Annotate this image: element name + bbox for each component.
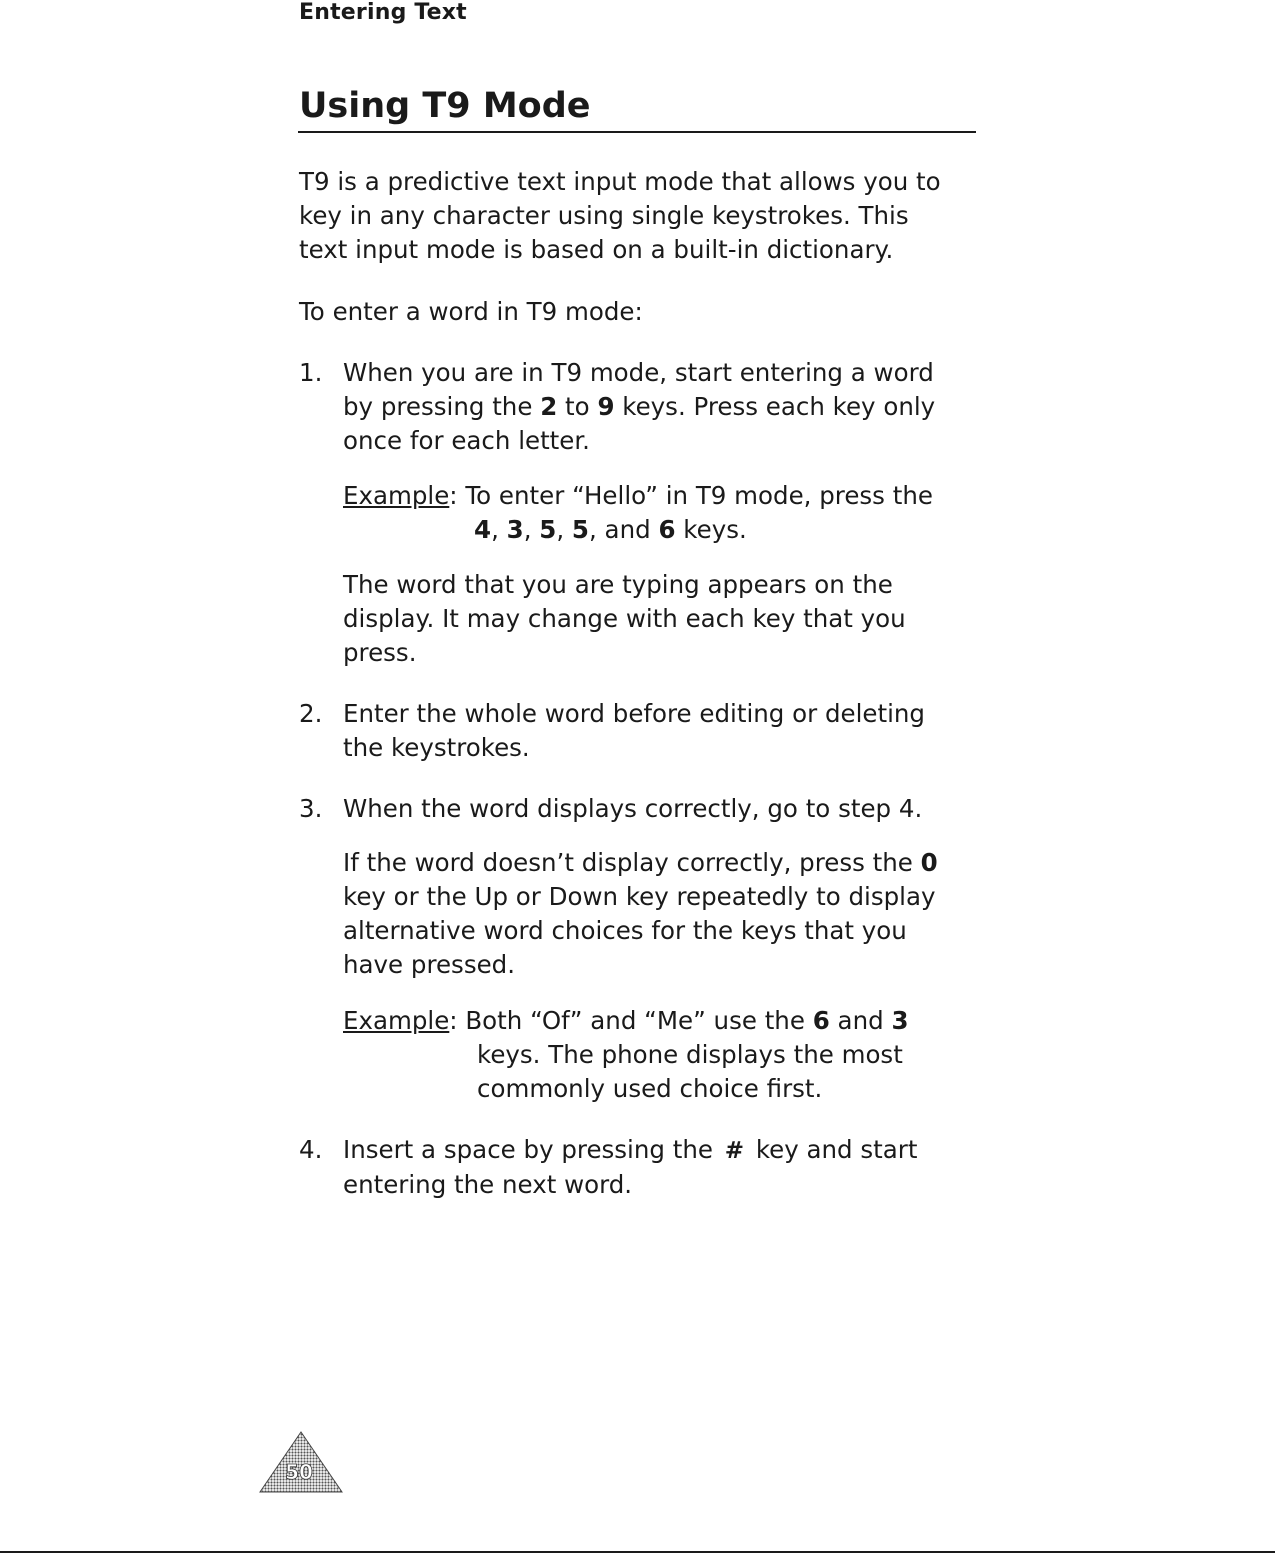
intro-line: T9 is a predictive text input mode that allows you to bbox=[299, 167, 941, 196]
text-span: , bbox=[556, 515, 572, 544]
step-line: entering the next word. bbox=[343, 1170, 633, 1199]
lead-in-text: To enter a word in T9 mode: bbox=[299, 297, 643, 326]
key-label: 3 bbox=[506, 515, 524, 544]
example-label: Example bbox=[343, 481, 450, 510]
note-line: have pressed. bbox=[343, 950, 516, 979]
text-span: : bbox=[449, 481, 458, 510]
step-number: 3. bbox=[299, 794, 323, 823]
key-label: 5 bbox=[571, 515, 589, 544]
step-1-example bbox=[343, 479, 933, 547]
step-3-text: When the word displays correctly, go to step 4. bbox=[343, 794, 923, 823]
step-line bbox=[343, 390, 935, 424]
step-number: 4. bbox=[299, 1135, 323, 1164]
text-span: and bbox=[829, 1006, 892, 1035]
text-span: , bbox=[523, 515, 540, 544]
text-span: To enter “Hello” in T9 mode, press the bbox=[457, 481, 933, 510]
step-3-note bbox=[343, 846, 938, 982]
key-label: 2 bbox=[540, 392, 558, 421]
page-number-badge bbox=[258, 1430, 344, 1494]
title-underline bbox=[298, 131, 976, 133]
example-line: commonly used choice first. bbox=[477, 1074, 823, 1103]
note-line: press. bbox=[343, 638, 417, 667]
step-1-text bbox=[343, 356, 935, 458]
step-line: Enter the whole word before editing or deleting bbox=[343, 699, 925, 728]
example-line: keys. The phone displays the most bbox=[477, 1040, 903, 1069]
text-span: to bbox=[557, 392, 598, 421]
step-number: 1. bbox=[299, 358, 323, 387]
intro-paragraph bbox=[299, 165, 941, 267]
intro-line: text input mode is based on a built-in dictionary. bbox=[299, 235, 894, 264]
step-2-text bbox=[343, 697, 925, 765]
key-label: 6 bbox=[658, 515, 676, 544]
example-line bbox=[343, 1004, 909, 1038]
key-label: 4 bbox=[474, 515, 492, 544]
page-number: 50 bbox=[285, 1460, 313, 1484]
key-label: 0 bbox=[920, 848, 938, 877]
step-3-example bbox=[343, 1004, 909, 1106]
running-header: Entering Text bbox=[299, 0, 467, 25]
step-line: When you are in T9 mode, start entering a word bbox=[343, 358, 934, 387]
section-title: Using T9 Mode bbox=[299, 86, 591, 126]
step-number: 2. bbox=[299, 699, 323, 728]
bottom-edge-rule bbox=[0, 1551, 1275, 1553]
step-line: once for each letter. bbox=[343, 426, 590, 455]
text-span: , bbox=[491, 515, 507, 544]
key-label: 3 bbox=[891, 1006, 909, 1035]
step-line: the keystrokes. bbox=[343, 733, 530, 762]
hash-key-icon: # bbox=[724, 1138, 745, 1164]
example-line bbox=[343, 479, 933, 513]
text-span: : bbox=[449, 1006, 458, 1035]
intro-line: key in any character using single keystrokes. This bbox=[299, 201, 909, 230]
text-span: If the word doesn’t display correctly, press the bbox=[343, 848, 921, 877]
key-label: 6 bbox=[812, 1006, 830, 1035]
step-1-note bbox=[343, 568, 906, 670]
text-span: key and start bbox=[755, 1135, 918, 1164]
note-line: display. It may change with each key that you bbox=[343, 604, 906, 633]
note-line: The word that you are typing appears on the bbox=[343, 570, 893, 599]
note-line bbox=[343, 846, 938, 880]
note-line: key or the Up or Down key repeatedly to display bbox=[343, 882, 936, 911]
example-label: Example bbox=[343, 1006, 450, 1035]
step-line bbox=[343, 1133, 917, 1168]
text-span: Insert a space by pressing the bbox=[343, 1135, 713, 1164]
text-span: keys. Press each key only bbox=[614, 392, 936, 421]
key-label: 5 bbox=[539, 515, 557, 544]
step-4-text bbox=[343, 1133, 917, 1202]
text-span: Both “Of” and “Me” use the bbox=[457, 1006, 813, 1035]
text-span: , and bbox=[588, 515, 659, 544]
example-line bbox=[343, 513, 933, 547]
note-line: alternative word choices for the keys that you bbox=[343, 916, 907, 945]
text-span: keys. bbox=[675, 515, 747, 544]
text-span: by pressing the bbox=[343, 392, 541, 421]
key-label: 9 bbox=[597, 392, 615, 421]
